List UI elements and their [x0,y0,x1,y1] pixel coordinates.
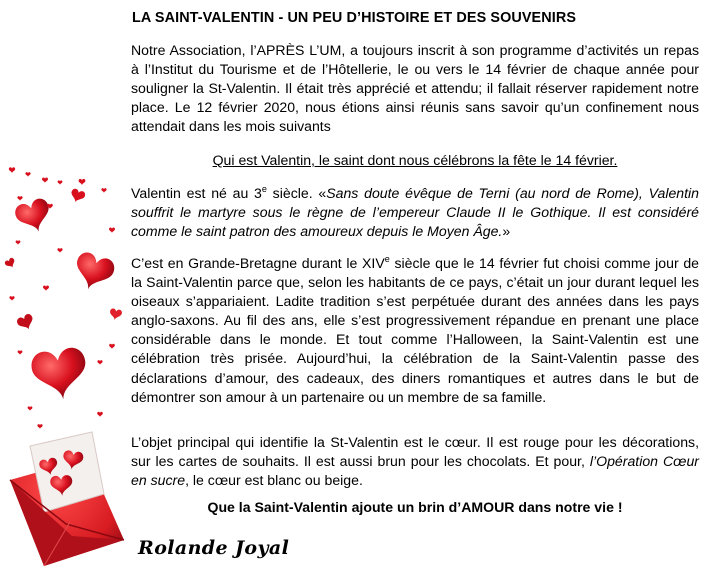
heart-paragraph [131,433,699,490]
p2-sup: e [261,184,267,194]
subtitle-text: Qui est Valentin, le saint dont nous célébrons la fête le 14 février. [212,152,618,168]
p2-intro-rest: siècle. [266,185,319,201]
section-subtitle [131,151,699,170]
heart-icon [4,257,17,270]
p4-end: , le cœur est blanc ou beige. [185,472,363,489]
heart-icon [30,346,90,403]
p2-quote-close: » [502,223,511,240]
envelope-icon [10,432,124,566]
heart-icon [16,313,37,333]
closing-line: Que la Saint-Valentin ajoute un brin d’AMOUR dans notre vie ! [207,499,623,515]
heart-icon [13,196,55,236]
p3-rest: siècle que le 14 février fut choisi comme jour de la Saint-Valentin parce que, selon les habitants de ce pays, c’était un jour durant lequel les oiseaux s’appariaient. Ladite tradition s’est perpétuée durant des années dans les pays anglo-saxons. Au fil des ans, elle s’est progressivement répandue en prenant une place considérable dans le monde. Et tout comme l’Halloween, la Saint-Valentin est une célébration très prisée. Aujourd’hui, la célébration de la Saint-Valentin passe des déclarations d’amour, des cadeaux, des diners romantiques et autres dans le but de démontrer son amour à un partenaire ou un membre de sa famille. [131,255,700,405]
heart-icon [70,250,117,295]
signature: Rolande Joyal [138,537,290,559]
p2-quote-open: « [318,185,327,201]
p3-sup: e [384,254,390,264]
small-hearts [9,167,115,429]
intro-paragraph: Notre Association, l’APRÈS L’UM, a toujours inscrit à son programme d’activités un repas à l’Institut du Tourisme et de l’Hôtellerie, le ou vers le 14 février de chaque année pour souligner la St-Valentin. Il était très apprécié et attendu; il fallait réserver rapidement notre place. Le 12 février 2020, nous étions ainsi réunis sans savoir qu’un confinement nous attendait dans les mois suivants [131,42,699,135]
history-paragraph [131,254,699,407]
p4-start: L’objet principal qui identifie la St-Valentin est le cœur. Il est rouge pour les décorations, sur les cartes de souhaits. Il est aussi brun pour les chocolats. Et pour, [131,434,699,470]
page-title: LA SAINT-VALENTIN - UN PEU D’HISTOIRE ET DES SOUVENIRS [131,10,577,26]
p3-start: C’est en Grande-Bretagne durant le XIV [131,255,385,271]
p2-intro: Valentin est né au 3 [131,185,262,201]
p4-italic: l’Opération Cœur en sucre [131,453,699,489]
heart-icon [109,308,123,321]
p2-quote: Sans doute évêque de Terni (au nord de Rome), Valentin souffrit le martyre sous le règne de l’empereur Claude II le Gothique. Il est considéré comme le saint patron des amoureux depuis le Moyen Âge. [131,185,700,240]
valentin-paragraph [131,184,699,241]
heart-icon [69,188,87,205]
